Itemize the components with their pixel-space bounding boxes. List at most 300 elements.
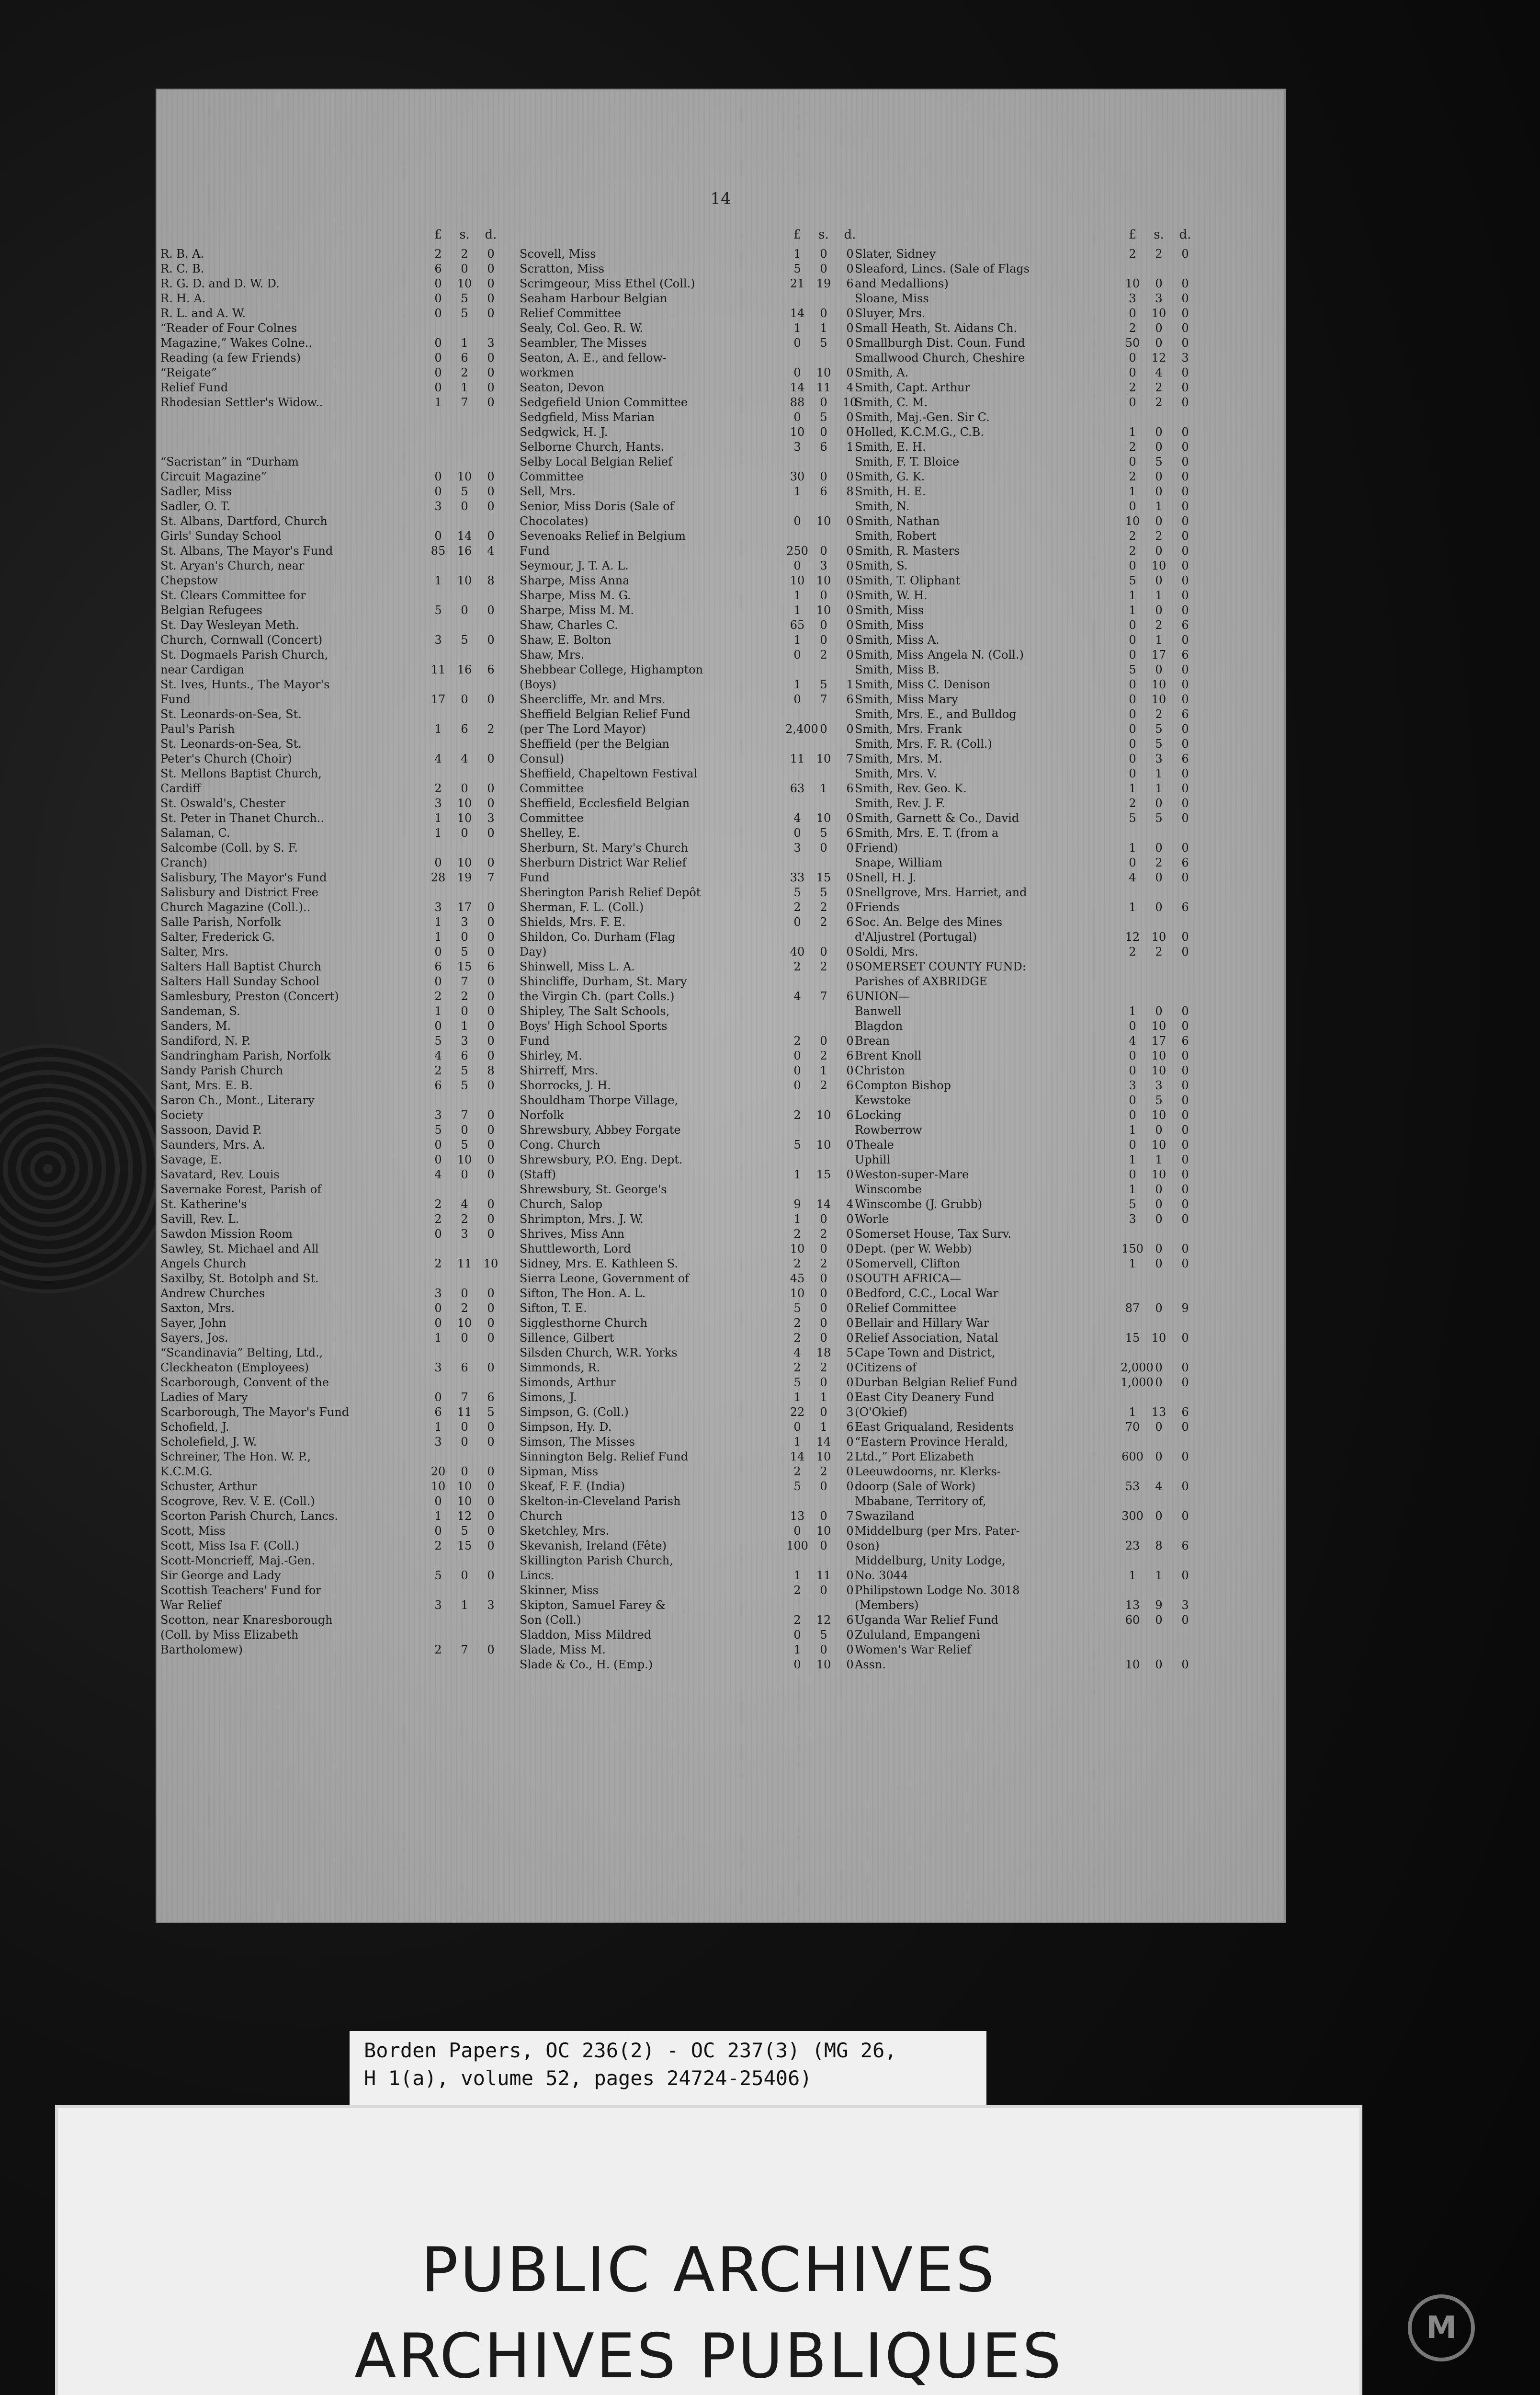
entry-pence: 6 — [846, 1079, 854, 1092]
entry-pence: 0 — [1181, 321, 1189, 335]
entry-pence: 0 — [846, 1643, 854, 1656]
entry-pence: 6 — [1181, 752, 1189, 765]
ledger-entry — [520, 1301, 864, 1316]
entry-name: Middelburg, Unity Lodge, — [855, 1554, 1006, 1567]
entry-name: Rowberrow — [855, 1123, 922, 1137]
entry-pounds: 14 — [790, 381, 805, 394]
ledger-entry — [160, 410, 505, 425]
entry-pence: 0 — [487, 381, 495, 394]
entry-name: Sadler, Miss — [160, 485, 232, 498]
ledger-entry — [855, 1227, 1200, 1242]
entry-name: Schreiner, The Hon. W. P., — [160, 1450, 311, 1463]
ledger-entry — [855, 573, 1200, 588]
entry-pence: 0 — [1181, 678, 1189, 691]
entry-shillings: 0 — [1155, 1257, 1163, 1270]
ledger-entry — [160, 989, 505, 1004]
entry-pence: 4 — [487, 544, 495, 558]
entry-pounds: 5 — [434, 604, 442, 617]
ledger-entry — [160, 796, 505, 811]
entry-pounds: 28 — [430, 871, 446, 884]
ledger-entry — [520, 1256, 864, 1271]
entry-pounds: 0 — [434, 1301, 442, 1315]
page-number: 14 — [710, 189, 731, 208]
entry-name: St. Day Wesleyan Meth. — [160, 618, 299, 632]
entry-pounds: 1 — [793, 604, 801, 617]
entry-name: Slade, Miss M. — [520, 1643, 606, 1656]
currency-header-cell: s. — [459, 228, 470, 242]
entry-name: Shebbear College, Highampton — [520, 663, 703, 676]
entry-pence: 0 — [1181, 1094, 1189, 1107]
entry-pence: 0 — [487, 366, 495, 379]
entry-pence: 0 — [487, 1079, 495, 1092]
entry-name: (Boys) — [520, 678, 556, 691]
entry-shillings: 0 — [461, 262, 468, 275]
entry-name: Sleaford, Lincs. (Sale of Flags — [855, 262, 1030, 275]
entry-pence: 0 — [846, 618, 854, 632]
ledger-entry — [160, 1509, 505, 1524]
ledger-entry — [520, 1242, 864, 1256]
entry-pence: 0 — [487, 262, 495, 275]
entry-pounds: 3 — [434, 633, 442, 647]
entry-pounds: 0 — [1129, 1108, 1136, 1122]
entry-pence: 0 — [846, 321, 854, 335]
entry-pounds: 2 — [434, 1257, 442, 1270]
entry-pounds: 11 — [790, 752, 805, 765]
entry-shillings: 2 — [820, 901, 827, 914]
entry-pounds: 0 — [434, 945, 442, 958]
entry-pence: 6 — [487, 960, 495, 973]
entry-name: Slater, Sidney — [855, 247, 936, 261]
ledger-entry — [855, 1182, 1200, 1197]
ledger-entry — [520, 1004, 864, 1019]
entry-pence: 0 — [846, 945, 854, 958]
entry-shillings: 0 — [461, 1331, 468, 1345]
entry-pence: 0 — [846, 1227, 854, 1241]
ledger-entry — [855, 1375, 1200, 1390]
entry-shillings: 0 — [1155, 485, 1163, 498]
entry-name: Smith, A. — [855, 366, 909, 379]
entry-pence: 0 — [846, 544, 854, 558]
entry-pence: 0 — [1181, 455, 1189, 468]
entry-shillings: 0 — [461, 1465, 468, 1478]
entry-name: Sinnington Belg. Relief Fund — [520, 1450, 689, 1463]
entry-pounds: 9 — [793, 1198, 801, 1211]
entry-shillings: 5 — [1155, 811, 1163, 825]
entry-pence: 3 — [846, 1405, 854, 1419]
entry-shillings: 0 — [1155, 1376, 1163, 1389]
ledger-entry — [520, 1420, 864, 1435]
entry-pence: 7 — [846, 1509, 854, 1523]
ledger-entry — [160, 1464, 505, 1479]
entry-pounds: 0 — [1129, 1094, 1136, 1107]
ledger-entry — [855, 707, 1200, 722]
entry-pence: 0 — [1181, 1658, 1189, 1671]
ledger-entry — [520, 1524, 864, 1539]
entry-pence: 0 — [1181, 1361, 1189, 1374]
entry-pence: 0 — [487, 1212, 495, 1226]
entry-shillings: 0 — [820, 425, 827, 439]
entry-shillings: 5 — [461, 485, 468, 498]
entry-pounds: 3 — [1129, 1212, 1136, 1226]
entry-name: War Relief — [160, 1598, 221, 1612]
entry-shillings: 0 — [820, 1584, 827, 1597]
entry-shillings: 0 — [820, 1331, 827, 1345]
entry-shillings: 0 — [1155, 663, 1163, 676]
entry-shillings: 6 — [820, 440, 827, 454]
entry-pounds: 5 — [1129, 663, 1136, 676]
entry-name: Sheercliffe, Mr. and Mrs. — [520, 693, 666, 706]
entry-pounds: 2 — [793, 1227, 801, 1241]
entry-shillings: 10 — [457, 1153, 472, 1166]
ledger-entry — [520, 1346, 864, 1360]
entry-shillings: 16 — [457, 663, 472, 676]
entry-name: Shuttleworth, Lord — [520, 1242, 631, 1255]
ledger-entry — [160, 930, 505, 945]
entry-pence: 0 — [487, 1034, 495, 1048]
entry-shillings: 7 — [461, 1643, 468, 1656]
entry-name: and Medallions) — [855, 277, 949, 290]
entry-pence: 0 — [487, 247, 495, 261]
archives-title-english: PUBLIC ARCHIVES — [421, 2235, 996, 2306]
entry-name: Committee — [520, 782, 584, 795]
entry-pounds: 1 — [434, 722, 442, 736]
entry-pence: 0 — [1181, 737, 1189, 751]
ledger-entry — [520, 722, 864, 737]
ledger-entry — [520, 633, 864, 648]
entry-shillings: 0 — [1155, 277, 1163, 290]
entry-pounds: 0 — [434, 1316, 442, 1330]
entry-pence: 6 — [1181, 1539, 1189, 1552]
ledger-entry — [160, 1004, 505, 1019]
entry-pounds: 3 — [434, 1108, 442, 1122]
entry-shillings: 10 — [1151, 693, 1166, 706]
entry-name: Middelburg (per Mrs. Pater- — [855, 1524, 1020, 1538]
ledger-entry — [160, 351, 505, 365]
entry-pounds: 4 — [434, 1168, 442, 1181]
entry-pence: 0 — [1181, 500, 1189, 513]
ledger-entry — [160, 1360, 505, 1375]
entry-name: Slade & Co., H. (Emp.) — [520, 1658, 653, 1671]
entry-shillings: 0 — [1155, 1123, 1163, 1137]
entry-pence: 0 — [1181, 1004, 1189, 1018]
ledger-entry — [520, 380, 864, 395]
entry-shillings: 0 — [1155, 321, 1163, 335]
entry-name: Simson, The Misses — [520, 1435, 635, 1448]
entry-pounds: 0 — [434, 336, 442, 350]
entry-name: Sell, Mrs. — [520, 485, 576, 498]
ledger-entry — [855, 1449, 1200, 1464]
entry-name: Scotton, near Knaresborough — [160, 1613, 333, 1627]
entry-shillings: 1 — [1155, 782, 1163, 795]
entry-shillings: 2 — [1155, 381, 1163, 394]
entry-pounds: 0 — [1129, 767, 1136, 780]
entry-pounds: 0 — [434, 1524, 442, 1538]
ledger-entry — [160, 737, 505, 752]
ledger-entry — [520, 1182, 864, 1197]
entry-shillings: 10 — [1151, 1138, 1166, 1152]
entry-pounds: 0 — [793, 411, 801, 424]
entry-name: Winscombe — [855, 1183, 922, 1196]
entry-pounds: 1 — [1129, 1405, 1136, 1419]
entry-name: Smith, Mrs. M. — [855, 752, 943, 765]
ledger-entry — [520, 1539, 864, 1553]
entry-name: Lincs. — [520, 1569, 555, 1582]
entry-pence: 2 — [846, 1450, 854, 1463]
entry-pounds: 1 — [793, 1569, 801, 1582]
entry-shillings: 1 — [1155, 500, 1163, 513]
currency-header-cell: s. — [1154, 228, 1164, 242]
ledger-entry — [520, 1078, 864, 1093]
entry-name: Sheffield, Chapeltown Festival — [520, 767, 698, 780]
ledger-entry — [160, 1286, 505, 1301]
ledger-entry — [520, 1360, 864, 1375]
entry-pounds: 0 — [434, 529, 442, 543]
ledger-entry — [855, 1286, 1200, 1301]
ledger-entry — [160, 1539, 505, 1553]
entry-pence: 0 — [1181, 440, 1189, 454]
ledger-entry — [520, 1613, 864, 1628]
entry-pence: 0 — [1181, 1212, 1189, 1226]
entry-pounds: 2 — [793, 1613, 801, 1627]
entry-shillings: 2 — [461, 1212, 468, 1226]
ledger-entry — [855, 1049, 1200, 1063]
entry-name: Smith, S. — [855, 559, 908, 572]
ledger-entry — [855, 1524, 1200, 1539]
archives-emblem-icon: M — [1408, 2294, 1475, 2361]
ledger-entry — [520, 1197, 864, 1212]
entry-pounds: 0 — [1129, 1168, 1136, 1181]
ledger-entry — [160, 1494, 505, 1509]
entry-pence: 0 — [846, 1584, 854, 1597]
ledger-entry — [855, 440, 1200, 455]
entry-pence: 0 — [1181, 470, 1189, 483]
entry-pounds: 10 — [1125, 514, 1140, 528]
entry-name: St. Peter in Thanet Church.. — [160, 811, 324, 825]
entry-pence: 0 — [846, 425, 854, 439]
ledger-entry — [855, 633, 1200, 648]
entry-name: Shields, Mrs. F. E. — [520, 915, 626, 929]
entry-name: Shinwell, Miss L. A. — [520, 960, 635, 973]
entry-pence: 2 — [487, 722, 495, 736]
ledger-entry — [520, 826, 864, 841]
entry-name: Citizens of — [855, 1361, 917, 1374]
entry-shillings: 1 — [1155, 633, 1163, 647]
entry-name: Smallwood Church, Cheshire — [855, 351, 1025, 365]
entry-pence: 0 — [1181, 514, 1189, 528]
ledger-entry — [855, 885, 1200, 900]
ledger-entry — [520, 1123, 864, 1138]
ledger-entry — [855, 1152, 1200, 1167]
entry-pence: 0 — [1181, 841, 1189, 855]
ledger-entry — [855, 1256, 1200, 1271]
entry-pence: 0 — [1181, 1079, 1189, 1092]
entry-shillings: 11 — [457, 1405, 472, 1419]
entry-shillings: 10 — [457, 1316, 472, 1330]
entry-name: Snell, H. J. — [855, 871, 917, 884]
entry-shillings: 0 — [461, 1004, 468, 1018]
entry-shillings: 10 — [1151, 678, 1166, 691]
ledger-entry — [855, 395, 1200, 410]
entry-pounds: 250 — [786, 544, 808, 558]
ledger-entry — [520, 514, 864, 529]
ledger-entry — [160, 1078, 505, 1093]
entry-shillings: 10 — [816, 604, 831, 617]
entry-pounds: 2 — [1129, 797, 1136, 810]
entry-shillings: 14 — [457, 529, 472, 543]
entry-pounds: 0 — [434, 1153, 442, 1166]
entry-pence: 0 — [1181, 544, 1189, 558]
entry-name: son) — [855, 1539, 880, 1552]
ledger-entry — [520, 1152, 864, 1167]
entry-name: SOMERSET COUNTY FUND: — [855, 960, 1026, 973]
column-2 — [520, 228, 864, 1672]
entry-shillings: 0 — [820, 470, 827, 483]
entry-pence: 0 — [487, 901, 495, 914]
entry-name: workmen — [520, 366, 574, 379]
entry-name: Sifton, T. E. — [520, 1301, 587, 1315]
entry-pence: 0 — [487, 975, 495, 988]
entry-pence: 0 — [487, 500, 495, 513]
entry-shillings: 10 — [1151, 930, 1166, 944]
ledger-entry — [855, 752, 1200, 766]
entry-pence: 5 — [487, 1405, 495, 1419]
entry-shillings: 5 — [1155, 737, 1163, 751]
entry-shillings: 10 — [457, 277, 472, 290]
entry-pence: 0 — [846, 574, 854, 587]
entry-pounds: 2 — [793, 1331, 801, 1345]
entry-pence: 0 — [487, 1004, 495, 1018]
entry-name: Saxilby, St. Botolph and St. — [160, 1272, 319, 1285]
entry-pounds: 10 — [790, 574, 805, 587]
entry-pounds: 3 — [434, 1435, 442, 1448]
ledger-entry — [855, 989, 1200, 1004]
entry-name: Scovell, Miss — [520, 247, 596, 261]
currency-header-cell: £ — [1128, 228, 1137, 242]
entry-pence: 0 — [1181, 1138, 1189, 1152]
entry-shillings: 0 — [1155, 797, 1163, 810]
entry-name: Snape, William — [855, 856, 943, 869]
entry-pounds: 0 — [793, 1064, 801, 1077]
entry-pence: 10 — [483, 1257, 498, 1270]
ledger-entry — [160, 1449, 505, 1464]
entry-pounds: 5 — [1129, 1198, 1136, 1211]
entry-name: Shrewsbury, St. George's — [520, 1183, 667, 1196]
entry-name: Smith, Mrs. E. T. (from a — [855, 826, 999, 840]
ledger-entry — [160, 945, 505, 959]
ledger-entry — [160, 959, 505, 974]
entry-name: Uphill — [855, 1153, 891, 1166]
entry-name: Durban Belgian Relief Fund — [855, 1376, 1018, 1389]
entry-pence: 6 — [846, 1613, 854, 1627]
entry-name: Relief Committee — [855, 1301, 957, 1315]
entry-pence: 0 — [846, 604, 854, 617]
entry-shillings: 6 — [461, 1049, 468, 1062]
entry-name: Fund — [520, 1034, 550, 1048]
entry-pounds: 2 — [1129, 945, 1136, 958]
entry-pounds: 0 — [793, 559, 801, 572]
ledger-entry — [520, 870, 864, 885]
entry-pounds: 0 — [1129, 1049, 1136, 1062]
currency-header-cell: d. — [1179, 228, 1191, 242]
entry-name: Salters Hall Baptist Church — [160, 960, 321, 973]
entry-name: Smith, Nathan — [855, 514, 940, 528]
entry-name: Sloane, Miss — [855, 292, 929, 305]
entry-pence: 0 — [487, 1569, 495, 1582]
entry-name: Relief Fund — [160, 381, 228, 394]
entry-pounds: 1 — [793, 589, 801, 602]
entry-pounds: 2,000 — [1121, 1361, 1154, 1374]
entry-pounds: 2 — [793, 1108, 801, 1122]
entry-shillings: 1 — [820, 1064, 827, 1077]
entry-shillings: 11 — [816, 381, 831, 394]
entry-pounds: 1 — [793, 247, 801, 261]
entry-shillings: 14 — [816, 1435, 831, 1448]
entry-pence: 0 — [1181, 1123, 1189, 1137]
entry-name: Smith, R. Masters — [855, 544, 960, 558]
entry-pence: 8 — [846, 485, 854, 498]
entry-name: Smith, Maj.-Gen. Sir C. — [855, 411, 990, 424]
entry-name: Sharpe, Miss M. G. — [520, 589, 631, 602]
entry-shillings: 0 — [1155, 514, 1163, 528]
entry-pence: 0 — [846, 411, 854, 424]
archive-reference-line: H 1(a), volume 52, pages 24724-25406) — [364, 2066, 812, 2090]
entry-name: Samlesbury, Preston (Concert) — [160, 990, 339, 1003]
ledger-entry — [160, 1642, 505, 1657]
entry-pence: 0 — [487, 396, 495, 409]
entry-name: Andrew Churches — [160, 1287, 265, 1300]
entry-pounds: 1,000 — [1121, 1376, 1154, 1389]
entry-shillings: 5 — [461, 1079, 468, 1092]
entry-name: Sketchley, Mrs. — [520, 1524, 610, 1538]
ledger-entry — [855, 1642, 1200, 1657]
ledger-entry — [520, 1034, 864, 1049]
entry-pence: 0 — [846, 1628, 854, 1642]
entry-shillings: 0 — [1155, 604, 1163, 617]
entry-pounds: 1 — [793, 1643, 801, 1656]
ledger-entry — [855, 1093, 1200, 1108]
ledger-entry — [160, 870, 505, 885]
ledger-entry — [855, 1004, 1200, 1019]
entry-pounds: 0 — [434, 975, 442, 988]
entry-pence: 0 — [846, 1524, 854, 1538]
entry-pounds: 3 — [1129, 292, 1136, 305]
entry-pence: 0 — [846, 648, 854, 661]
ledger-entry — [520, 1063, 864, 1078]
entry-shillings: 0 — [820, 618, 827, 632]
entry-shillings: 0 — [820, 945, 827, 958]
ledger-entry — [160, 1375, 505, 1390]
archives-title-french: ARCHIVES PUBLIQUES — [354, 2321, 1064, 2392]
entry-pence: 0 — [487, 1435, 495, 1448]
entry-name: Bartholomew) — [160, 1643, 243, 1656]
entry-pounds: 3 — [1129, 1079, 1136, 1092]
entry-shillings: 0 — [1155, 1450, 1163, 1463]
entry-pence: 0 — [846, 307, 854, 320]
entry-name: Smith, Rev. J. F. — [855, 797, 946, 810]
entry-shillings: 2 — [461, 366, 468, 379]
entry-shillings: 4 — [461, 752, 468, 765]
ledger-entry — [520, 276, 864, 291]
entry-pounds: 0 — [1129, 1138, 1136, 1152]
entry-shillings: 2 — [461, 1301, 468, 1315]
entry-pence: 6 — [487, 663, 495, 676]
entry-pence: 0 — [1181, 277, 1189, 290]
entry-name: Sherburn District War Relief — [520, 856, 687, 869]
entry-name: St. Mellons Baptist Church, — [160, 767, 322, 780]
entry-pence: 0 — [1181, 1480, 1189, 1493]
entry-name: St. Albans, Dartford, Church — [160, 514, 328, 528]
entry-name: Sherman, F. L. (Coll.) — [520, 901, 644, 914]
